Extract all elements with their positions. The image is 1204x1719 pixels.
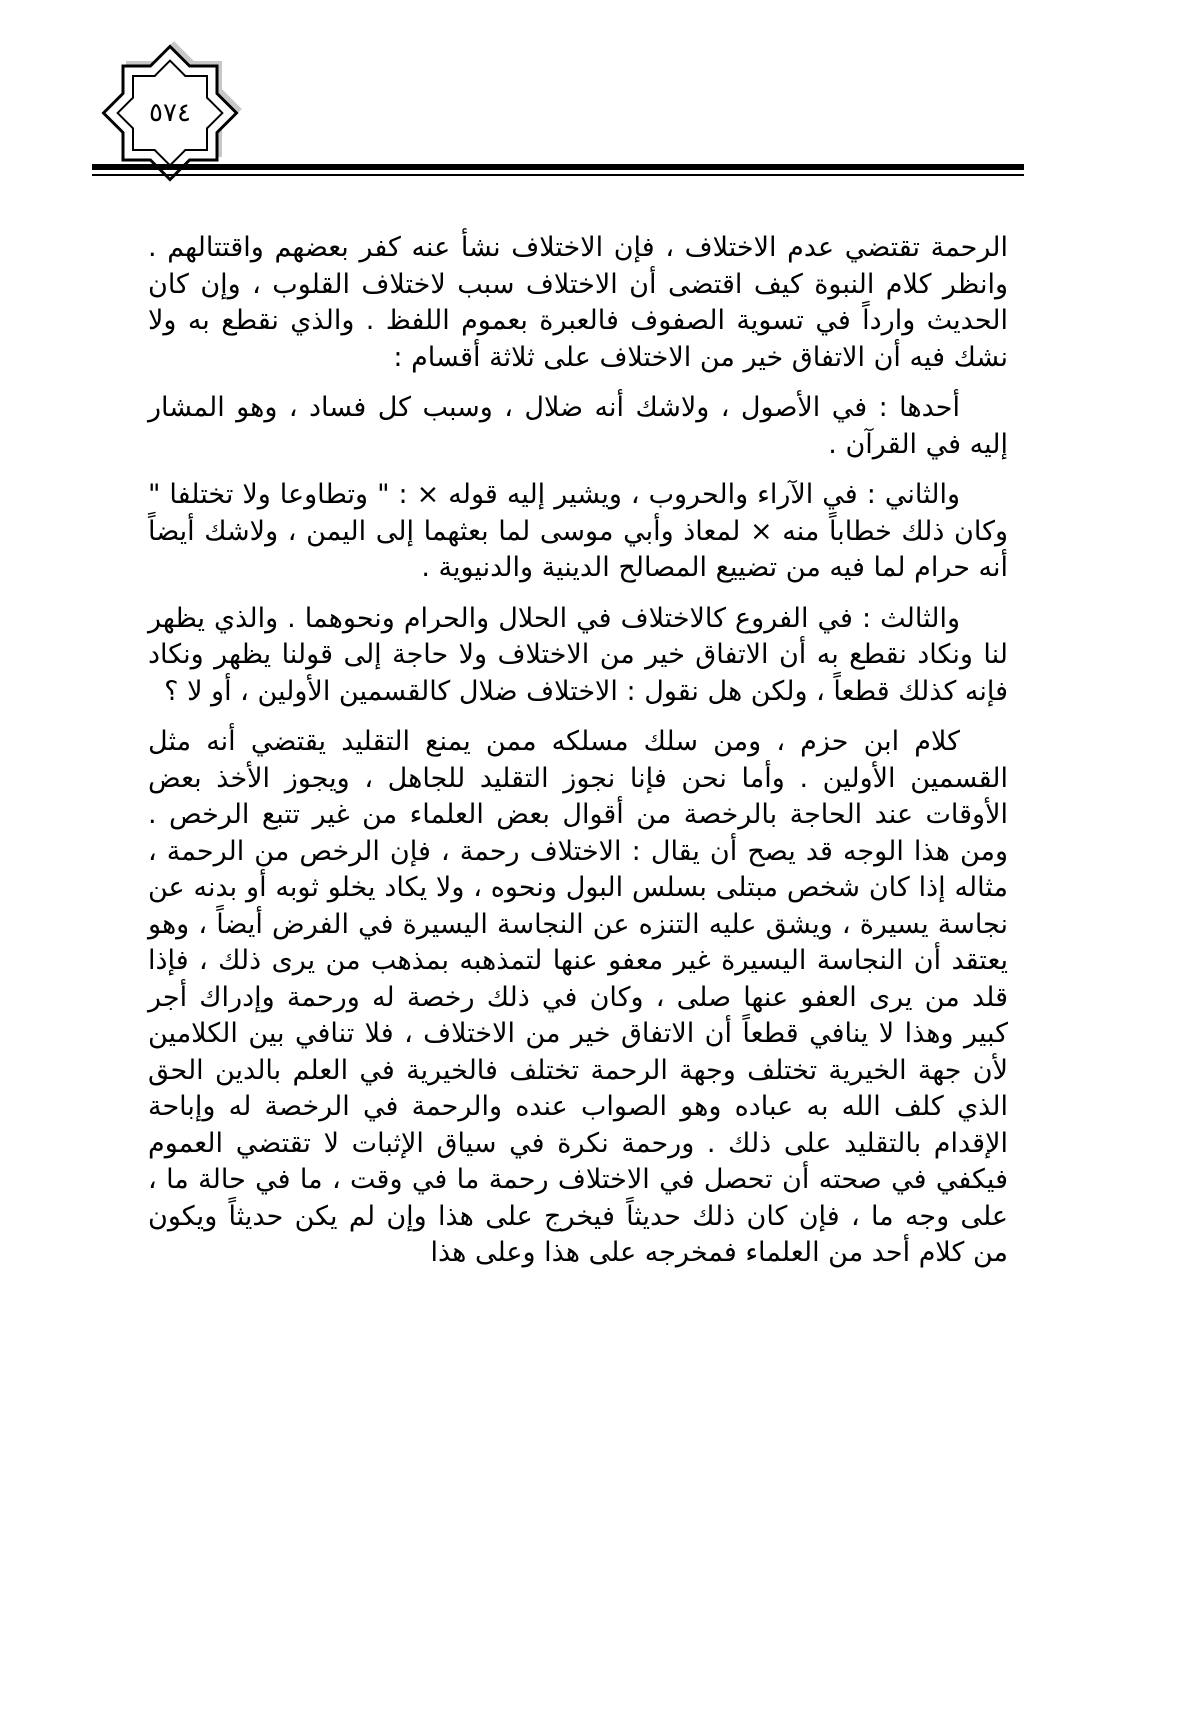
paragraph-continuation: الرحمة تقتضي عدم الاختلاف ، فإن الاختلاف نشأ عنه كفر بعضهم واقتتالهم . وانظر كلام النبوة كيف اقتضى أن الاختلاف سبب لاختلاف القلوب ، وإن كان الحديث وارداً في تسوية الصفوف فالعبرة بعموم اللفظ . والذي نقطع به ولا نشك فيه أن الاتفاق خير من الاختلاف على ثلاثة أقسام : <box>148 232 1008 373</box>
header-rule-thin <box>92 174 1024 176</box>
page-number: ٥٧٤ <box>149 98 191 128</box>
paragraph-second-section: والثاني : في الآراء والحروب ، ويشير إليه قوله × : " وتطاوعا ولا تختلفا " وكان ذلك خطاباً منه × لمعاذ وأبي موسى لما بعثهما إلى اليمن ، ولاشك أيضاً أنه حرام لما فيه من تضييع المصالح الدينية والدنيوية . <box>148 479 1008 583</box>
header-rule-thick <box>92 164 1024 170</box>
paragraph-ibn-hazm: كلام ابن حزم ، ومن سلك مسلكه ممن يمنع التقليد يقتضي أنه مثل القسمين الأولين . وأما نحن فإنا نجوز التقليد للجاهل ، ويجوز الأخذ بعض الأوقات عند الحاجة بالرخصة من أقوال بعض العلماء من غير تتبع الرخص . ومن هذا الوجه قد يصح أن يقال : الاختلاف رحمة ، فإن الرخص من الرحمة ، مثاله إذا كان شخص مبتلى بسلس البول ونحوه ، ولا يكاد يخلو ثوبه أو بدنه عن نجاسة يسيرة ، ويشق عليه التنزه عن النجاسة اليسيرة في الفرض أيضاً ، وهو يعتقد أن النجاسة اليسيرة غير معفو عنها لتمذهبه بمذهب من يرى ذلك ، فإذا قلد من يرى العفو عنها صلى ، وكان في ذلك رخصة له ورحمة وإدراك أجر كبير وهذا لا ينافي قطعاً أن الاتفاق خير من الاختلاف ، فلا تنافي بين الكلامين لأن جهة الخيرية تختلف وجهة الرحمة تختلف فالخيرية في العلم بالدين الحق الذي كلف الله به عباده وهو الصواب عنده والرحمة في الرخصة له وإباحة الإقدام بالتقليد على ذلك . ورحمة نكرة في سياق الإثبات لا تقتضي العموم فيكفي في صحته أن تحصل في الاختلاف رحمة ما في وقت ، ما في حالة ما ، على وجه ما ، فإن كان ذلك حديثاً فيخرج على هذا وإن لم يكن حديثاً ويكون من كلام أحد من العلماء فمخرجه على هذا وعلى هذا <box>148 726 1008 1268</box>
paragraph-third-section: والثالث : في الفروع كالاختلاف في الحلال والحرام ونحوهما . والذي يظهر لنا ونكاد نقطع به أن الاتفاق خير من الاختلاف ولا حاجة إلى قولنا يظهر ونكاد فإنه كذلك قطعاً ، ولكن هل نقول : الاختلاف ضلال كالقسمين الأولين ، أو لا ؟ <box>148 602 1008 707</box>
paragraph-first-section: أحدها : في الأصول ، ولاشك أنه ضلال ، وسبب كل فساد ، وهو المشار إليه في القرآن . <box>148 392 1008 460</box>
page-body <box>148 230 1008 1286</box>
